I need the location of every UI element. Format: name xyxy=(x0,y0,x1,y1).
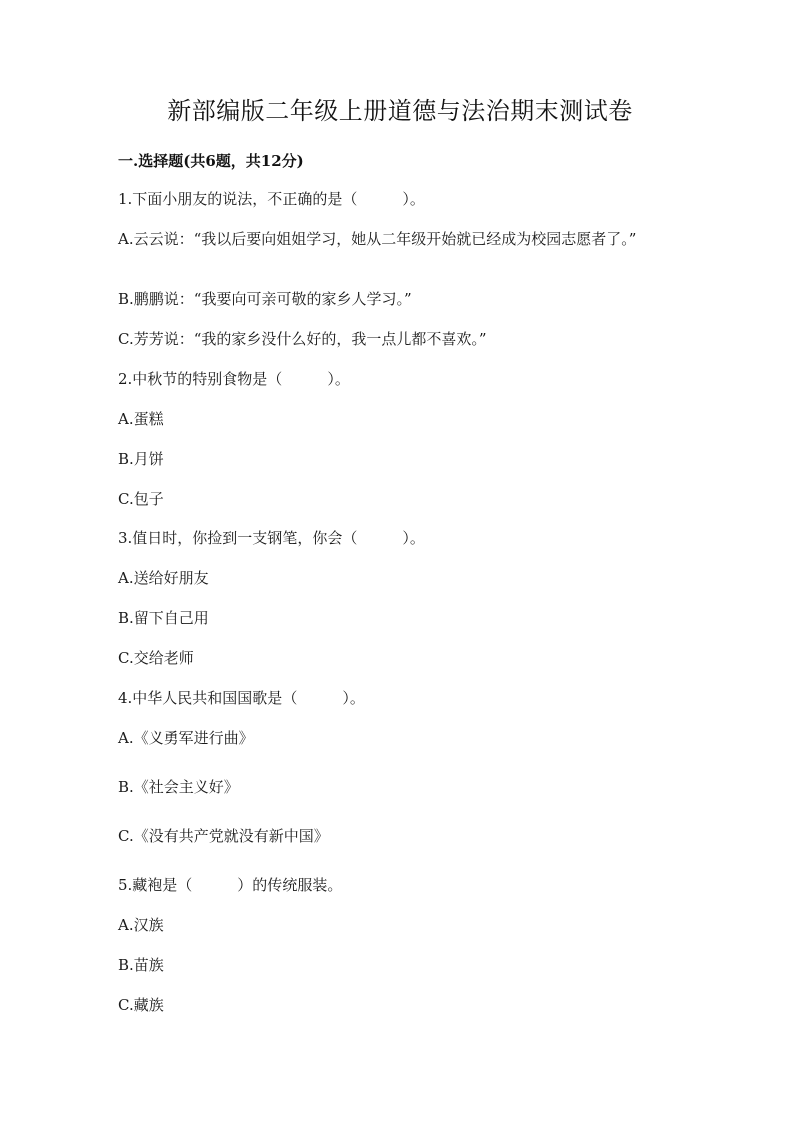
question-1: 1.下面小朋友的说法，不正确的是（ ）。 xyxy=(118,190,425,208)
question-4-option-c: C.《没有共产党就没有新中国》 xyxy=(118,827,329,845)
question-1-option-b: B.鹏鹏说：“我要向可亲可敬的家乡人学习。” xyxy=(118,290,412,308)
question-3-option-b: B.留下自己用 xyxy=(118,609,209,627)
question-5-option-c: C.藏族 xyxy=(118,996,164,1014)
question-3: 3.值日时，你捡到一支钢笔，你会（ ）。 xyxy=(118,529,425,547)
question-2-option-a: A.蛋糕 xyxy=(118,410,164,428)
question-5: 5.藏袍是（ ）的传统服装。 xyxy=(118,876,343,894)
question-2: 2.中秋节的特别食物是（ ）。 xyxy=(118,370,350,388)
question-5-option-b: B.苗族 xyxy=(118,956,164,974)
question-5-option-a: A.汉族 xyxy=(118,916,164,934)
question-3-option-a: A.送给好朋友 xyxy=(118,569,209,587)
question-3-option-c: C.交给老师 xyxy=(118,649,194,667)
question-1-option-a: A.云云说：“我以后要向姐姐学习，她从二年级开始就已经成为校园志愿者了。” xyxy=(118,230,637,248)
question-4-option-a: A.《义勇军进行曲》 xyxy=(118,729,254,747)
question-2-option-c: C.包子 xyxy=(118,490,164,508)
question-4-option-b: B.《社会主义好》 xyxy=(118,778,239,796)
question-4: 4.中华人民共和国国歌是（ ）。 xyxy=(118,689,365,707)
question-1-option-c: C.芳芳说：“我的家乡没什么好的，我一点儿都不喜欢。” xyxy=(118,330,487,348)
question-2-option-b: B.月饼 xyxy=(118,450,164,468)
page-title: 新部编版二年级上册道德与法治期末测试卷 xyxy=(167,97,633,125)
section-heading: 一.选择题(共6题，共12分) xyxy=(118,152,304,170)
